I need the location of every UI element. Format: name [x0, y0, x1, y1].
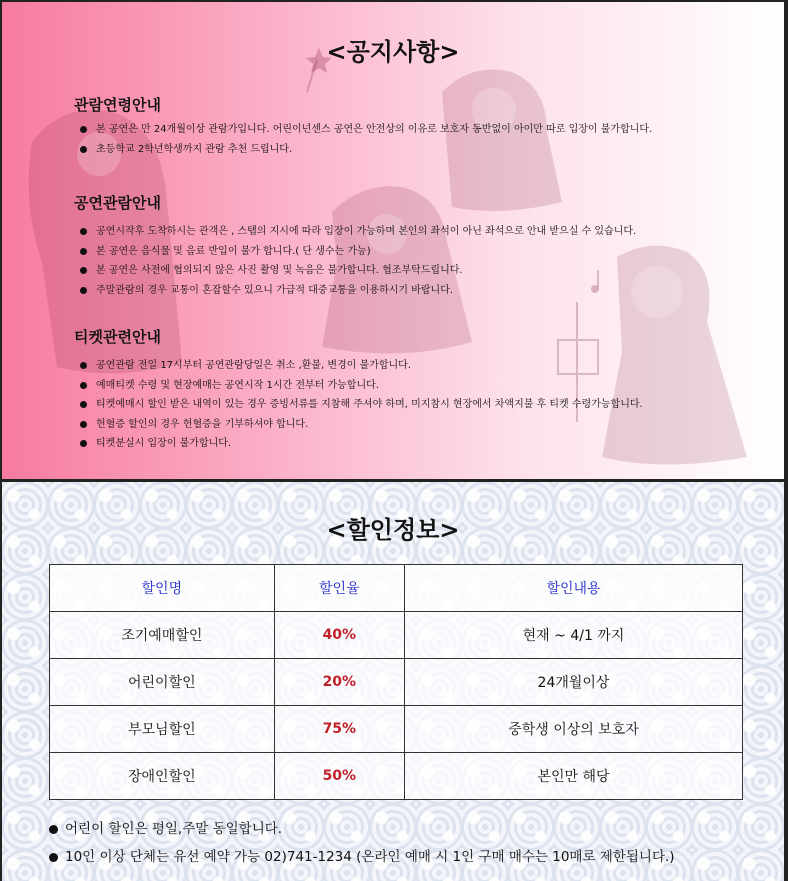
section-heading-ticket: 티켓관련안내 [74, 328, 161, 346]
discount-detail: 본인만 해당 [405, 753, 743, 800]
age-info-list [80, 120, 652, 159]
discount-rate: 20% [274, 659, 404, 706]
list-item: 본 공연은 사전에 협의되지 않은 사진 촬영 및 녹음은 불가합니다. 협조부탁드립니다. [80, 261, 636, 281]
discount-detail: 중학생 이상의 보호자 [405, 706, 743, 753]
table-row [50, 706, 743, 753]
discount-notes [49, 815, 675, 871]
discount-detail: 현재 ~ 4/1 까지 [405, 612, 743, 659]
discount-detail: 24개월이상 [405, 659, 743, 706]
table-row [50, 753, 743, 800]
discount-name: 장애인할인 [50, 753, 275, 800]
list-item: 예매티켓 수령 및 현장예매는 공연시작 1시간 전부터 가능합니다. [80, 376, 643, 396]
discount-name: 조기예매할인 [50, 612, 275, 659]
list-item: 헌혈증 할인의 경우 헌혈증을 기부하셔야 합니다. [80, 415, 643, 435]
section-heading-age: 관람연령안내 [74, 96, 161, 114]
list-item: 어린이 할인은 평일,주말 동일합니다. [49, 815, 675, 843]
discount-name: 부모님할인 [50, 706, 275, 753]
table-row [50, 659, 743, 706]
header-discount-name: 할인명 [50, 565, 275, 612]
list-item: 10인 이상 단체는 유선 예약 가능 02)741-1234 (온라인 예매 시 1인 구매 매수는 10매로 제한됩니다.) [49, 843, 675, 871]
notice-title: <공지사항> [326, 38, 460, 66]
list-item: 공연시작후 도착하시는 관객은 , 스탭의 지시에 따라 입장이 가능하며 본인의 좌석이 아닌 좌석으로 안내 받으실 수 있습니다. [80, 222, 636, 242]
list-item: 본 공연은 음식물 및 음료 반입이 불가 합니다.( 단 생수는 가능) [80, 242, 636, 262]
discount-rate: 40% [274, 612, 404, 659]
list-item: 본 공연은 만 24개월이상 관람가입니다. 어린이넌센스 공연은 안전상의 이유로 보호자 동반없이 아이만 따로 입장이 불가합니다. [80, 120, 652, 140]
viewing-info-list [80, 222, 636, 300]
header-discount-detail: 할인내용 [405, 565, 743, 612]
table-header-row [50, 565, 743, 612]
discount-panel [2, 482, 784, 881]
list-item: 주말관람의 경우 교통이 혼잡할수 있으니 가급적 대중교통을 이용하시기 바랍니다. [80, 281, 636, 301]
discount-title: <할인정보> [326, 516, 460, 544]
list-item: 티켓예매시 할인 받은 내역이 있는 경우 증빙서류를 지참해 주셔야 하며, 미지참시 현장에서 차액지불 후 티켓 수령가능합니다. [80, 395, 643, 415]
section-heading-viewing: 공연관람안내 [74, 194, 161, 212]
discount-table [49, 564, 743, 800]
list-item: 티켓분실시 입장이 불가합니다. [80, 434, 643, 454]
ticket-info-list [80, 356, 643, 454]
table-row [50, 612, 743, 659]
list-item: 초등학교 2학년학생까지 관람 추천 드립니다. [80, 140, 652, 160]
discount-rate: 50% [274, 753, 404, 800]
notice-panel [2, 2, 784, 479]
discount-name: 어린이할인 [50, 659, 275, 706]
list-item: 공연관람 전일 17시부터 공연관람당일은 취소 ,환불, 변경이 불가합니다. [80, 356, 643, 376]
header-discount-rate: 할인율 [274, 565, 404, 612]
discount-rate: 75% [274, 706, 404, 753]
